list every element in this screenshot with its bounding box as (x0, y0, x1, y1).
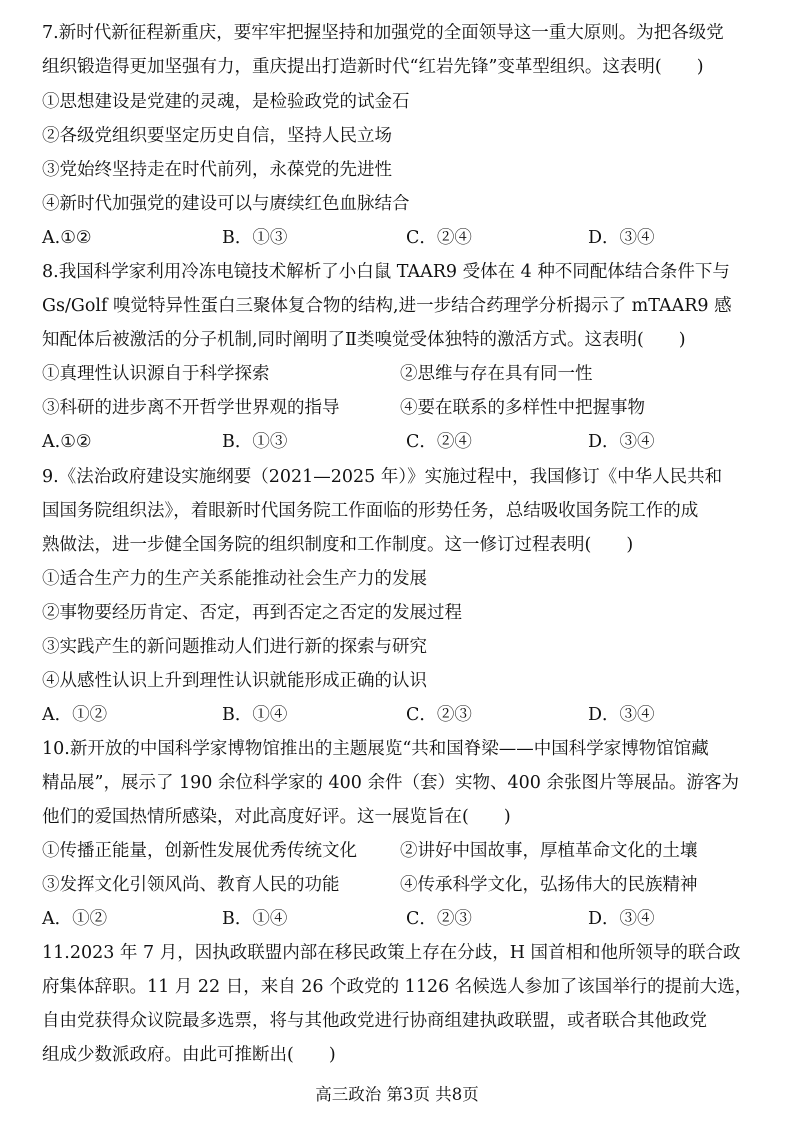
q8-option: ④要在联系的多样性中把握事物 (400, 398, 645, 418)
q11-stem-line: 府集体辞职。11 月 22 日，来自 26 个政党的 1126 名候选人参加了该国举行的提前大选， (42, 977, 753, 997)
choice-b: B．①③ (222, 432, 288, 452)
choice-c: C．②③ (406, 705, 472, 725)
q8-stem-line: 8.我国科学家利用冷冻电镜技术解析了小白鼠 TAAR9 受体在 4 种不同配体结合条件下与 (42, 262, 730, 282)
q10-stem-line: 他们的爱国热情所感染，对此高度好评。这一展览旨在( ) (42, 807, 511, 827)
q10-option: ①传播正能量，创新性发展优秀传统文化 (42, 841, 357, 861)
q10-option: ④传承科学文化，弘扬伟大的民族精神 (400, 875, 698, 895)
q8-choices (42, 429, 762, 455)
q10-option: ②讲好中国故事，厚植革命文化的土壤 (400, 841, 698, 861)
q8-stem-line: 知配体后被激活的分子机制,同时阐明了Ⅱ类嗅觉受体独特的激活方式。这表明( ) (42, 330, 686, 350)
choice-a: A.①② (42, 432, 92, 452)
q8-option: ②思维与存在具有同一性 (400, 364, 593, 384)
q9-stem-line: 9.《法治政府建设实施纲要（2021—2025 年）》实施过程中，我国修订《中华人民共和 (42, 467, 723, 487)
q11-stem-line: 自由党获得众议院最多选票，将与其他政党进行协商组建执政联盟，或者联合其他政党 (42, 1011, 707, 1031)
q8-option: ③科研的进步离不开哲学世界观的指导 (42, 398, 340, 418)
q9-option: ③实践产生的新问题推动人们进行新的探索与研究 (42, 637, 427, 657)
q10-stem-line: 精品展”，展示了 190 余位科学家的 400 余件（套）实物、400 余张图片等展品。游客为 (42, 773, 739, 793)
q7-option: ③党始终坚持走在时代前列，永葆党的先进性 (42, 160, 392, 180)
q8-option: ①真理性认识源自于科学探索 (42, 364, 270, 384)
q8-options-row (42, 361, 762, 387)
q8-options-row (42, 395, 762, 421)
q10-option: ③发挥文化引领风尚、教育人民的功能 (42, 875, 340, 895)
q10-choices (42, 906, 762, 932)
q9-stem-line: 熟做法，进一步健全国务院的组织制度和工作制度。这一修订过程表明( ) (42, 535, 634, 555)
q7-option: ②各级党组织要坚定历史自信，坚持人民立场 (42, 126, 392, 146)
q9-option: ①适合生产力的生产关系能推动社会生产力的发展 (42, 569, 427, 589)
choice-a: A.①② (42, 228, 92, 248)
q10-options-row (42, 838, 762, 864)
page-footer: 高三政治 第3页 共8页 (315, 1085, 479, 1104)
choice-c: C．②③ (406, 909, 472, 929)
choice-d: D．③④ (588, 909, 655, 929)
q7-choices (42, 225, 762, 251)
q8-stem-line: Gs/Golf 嗅觉特异性蛋白三聚体复合物的结构,进一步结合药理学分析揭示了 mTAAR9 感 (42, 296, 732, 316)
q7-option: ④新时代加强党的建设可以与赓续红色血脉结合 (42, 194, 410, 214)
q9-stem-line: 国国务院组织法》，着眼新时代国务院工作面临的形势任务，总结吸收国务院工作的成 (42, 501, 699, 521)
choice-a: A．①② (42, 705, 108, 725)
q9-choices (42, 702, 762, 728)
choice-a: A．①② (42, 909, 108, 929)
choice-b: B．①④ (222, 909, 288, 929)
choice-d: D．③④ (588, 432, 655, 452)
q10-stem-line: 10.新开放的中国科学家博物馆推出的主题展览“共和国脊梁——中国科学家博物馆馆藏 (42, 739, 709, 759)
choice-d: D．③④ (588, 705, 655, 725)
q9-option: ④从感性认识上升到理性认识就能形成正确的认识 (42, 671, 427, 691)
choice-c: C．②④ (406, 228, 472, 248)
q11-stem-line: 组成少数派政府。由此可推断出( ) (42, 1045, 336, 1065)
choice-c: C．②④ (406, 432, 472, 452)
q10-options-row (42, 872, 762, 898)
q7-stem-line: 7.新时代新征程新重庆，要牢牢把握坚持和加强党的全面领导这一重大原则。为把各级党 (42, 23, 724, 43)
q11-stem-line: 11.2023 年 7 月，因执政联盟内部在移民政策上存在分歧，H 国首相和他所领导的联合政 (42, 943, 741, 963)
choice-d: D．③④ (588, 228, 655, 248)
q7-stem-line: 组织锻造得更加坚强有力，重庆提出打造新时代“红岩先锋”变革型组织。这表明( ) (42, 57, 704, 77)
q7-option: ①思想建设是党建的灵魂，是检验政党的试金石 (42, 92, 410, 112)
choice-b: B．①③ (222, 228, 288, 248)
q9-option: ②事物要经历肯定、否定，再到否定之否定的发展过程 (42, 603, 462, 623)
choice-b: B．①④ (222, 705, 288, 725)
